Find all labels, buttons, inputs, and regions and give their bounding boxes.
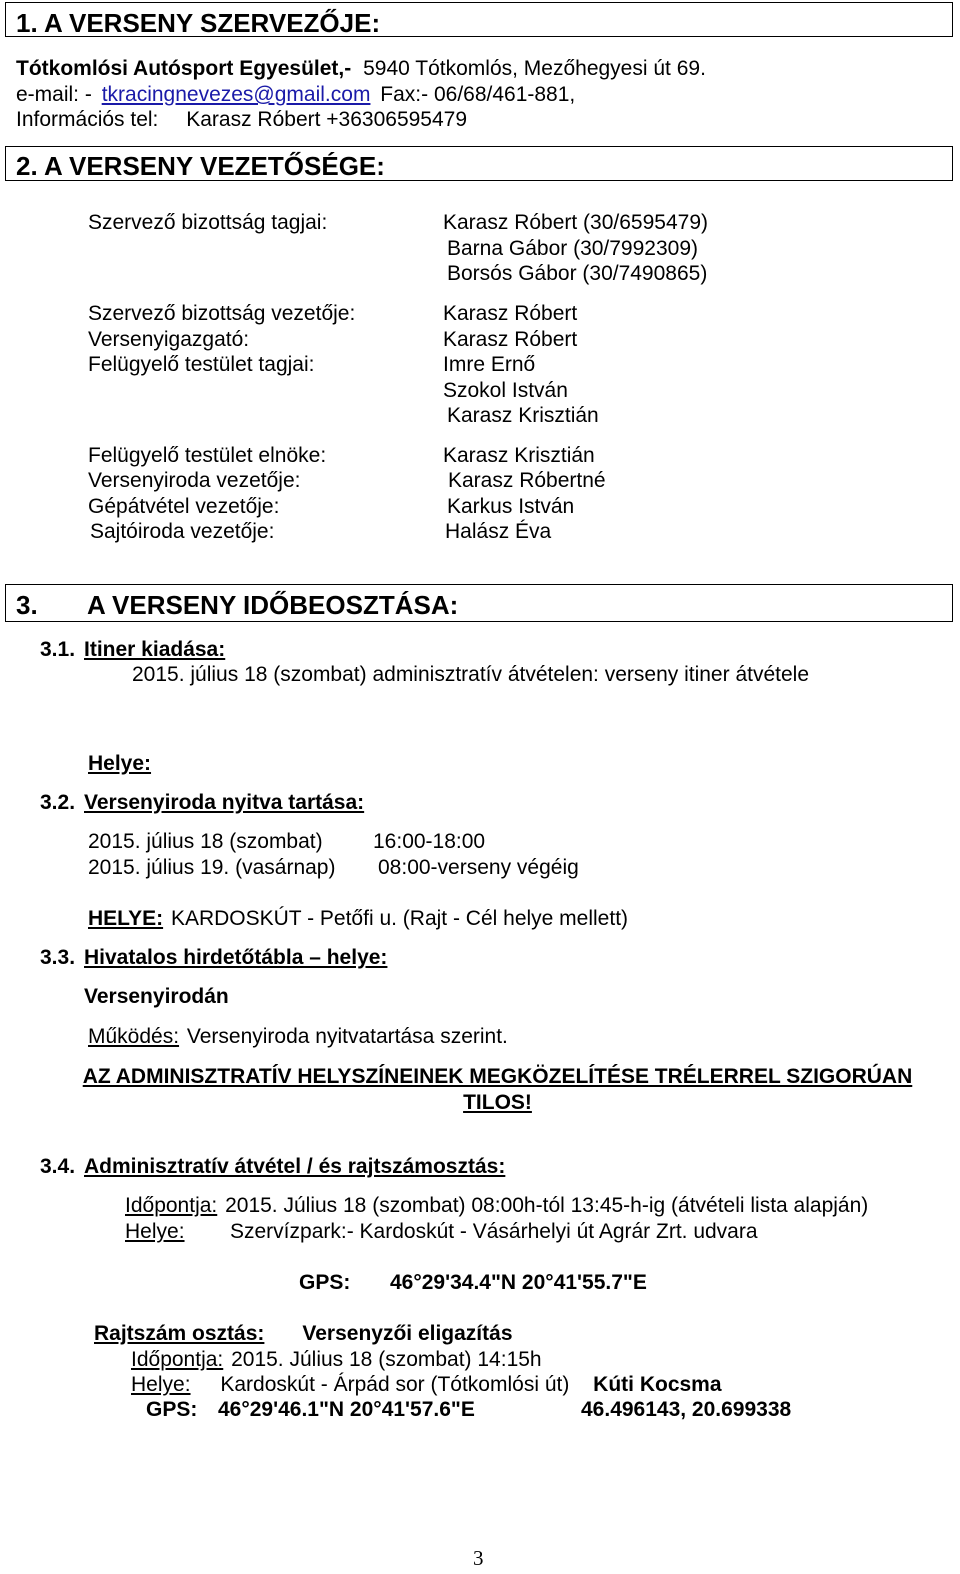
- briefing-time-value: 2015. Július 18 (szombat) 14:15h: [231, 1348, 542, 1371]
- briefing-title: Versenyzői eligazítás: [302, 1322, 513, 1345]
- management-label: Gépátvétel vezetője:: [88, 495, 280, 518]
- office-date-1: 2015. július 18 (szombat): [88, 830, 323, 853]
- management-label: Versenyigazgató:: [88, 328, 250, 351]
- management-value: Barna Gábor (30/7992309): [447, 237, 699, 260]
- management-value: Imre Ernő: [443, 353, 536, 376]
- email-label: e-mail: -: [16, 83, 92, 106]
- management-label: Versenyiroda vezetője:: [88, 469, 301, 492]
- section-3-number: 3.: [16, 590, 38, 620]
- management-label: Szervező bizottság vezetője:: [88, 302, 356, 325]
- admin-gps-label: GPS:: [299, 1271, 351, 1294]
- briefing-gps-decimal: 46.496143, 20.699338: [581, 1398, 792, 1421]
- management-value: Karkus István: [447, 495, 575, 518]
- section-1-title: 1. A VERSENY SZERVEZŐJE:: [16, 8, 381, 38]
- office-place-label: HELYE:: [88, 907, 164, 930]
- briefing-place-value: Kardoskút - Árpád sor (Tótkomlósi út): [220, 1373, 570, 1396]
- management-value: Karasz Róbert (30/6595479): [443, 211, 708, 234]
- info-line: [16, 109, 467, 130]
- sub-3-3-title: Hivatalos hirdetőtábla – helye:: [84, 946, 388, 969]
- management-label: Felügyelő testület tagjai:: [88, 353, 315, 376]
- admin-time-value: 2015. Július 18 (szombat) 08:00h-tól 13:45-h-ig (átvételi lista alapján): [225, 1194, 869, 1217]
- warning-line-2: TILOS!: [463, 1091, 532, 1114]
- management-value: Karasz Róbertné: [448, 469, 606, 492]
- briefing-gps-label: GPS:: [146, 1398, 198, 1421]
- management-value: Borsós Gábor (30/7490865): [447, 262, 708, 285]
- admin-place-label: Helye:: [125, 1220, 185, 1243]
- office-date-2: 2015. július 19. (vasárnap): [88, 856, 336, 879]
- info-label: Információs tel:: [16, 108, 159, 131]
- sub-3-4-number: 3.4.: [40, 1155, 76, 1178]
- management-value: Karasz Róbert: [443, 302, 578, 325]
- management-value: Szokol István: [443, 379, 568, 402]
- briefing-place-name: Kúti Kocsma: [593, 1373, 722, 1396]
- organizer-line: [16, 58, 706, 79]
- office-place-value: KARDOSKÚT - Petőfi u. (Rajt - Cél helye mellett): [170, 907, 629, 930]
- office-time-2: 08:00-verseny végéig: [378, 856, 579, 879]
- sub-3-1-title: Itiner kiadása:: [84, 638, 226, 661]
- operation-value: Versenyiroda nyitvatartása szerint.: [186, 1025, 508, 1048]
- info-value: Karasz Róbert +36306595479: [186, 108, 468, 131]
- office-place-line: [88, 908, 628, 929]
- briefing-place-label: Helye:: [131, 1373, 191, 1396]
- briefing-time-label: Időpontja:: [131, 1348, 224, 1371]
- sub-3-2-number: 3.2.: [40, 791, 76, 814]
- management-value: Karasz Krisztián: [447, 404, 599, 427]
- sub-3-3-number: 3.3.: [40, 946, 76, 969]
- organizer-address: 5940 Tótkomlós, Mezőhegyesi út 69.: [363, 57, 706, 80]
- management-label: Felügyelő testület elnöke:: [88, 444, 327, 467]
- briefing-heading: [88, 1323, 513, 1344]
- management-value: Karasz Krisztián: [443, 444, 595, 467]
- sub-3-1-place-label: Helye:: [88, 752, 152, 775]
- admin-time-label: Időpontja:: [125, 1194, 218, 1217]
- office-time-1: 16:00-18:00: [373, 830, 486, 853]
- email-link[interactable]: tkracingnevezes@gmail.com: [101, 83, 371, 106]
- section-2-title: 2. A VERSENY VEZETŐSÉGE:: [16, 151, 385, 181]
- briefing-gps-value: 46°29'46.1"N 20°41'57.6"E: [218, 1398, 475, 1421]
- management-label: Sajtóiroda vezetője:: [90, 520, 275, 543]
- sub-3-1-number: 3.1.: [40, 638, 76, 661]
- sub-3-2-title: Versenyiroda nyitva tartása:: [84, 791, 365, 814]
- management-label: Szervező bizottság tagjai:: [88, 211, 328, 234]
- start-number-label: Rajtszám osztás:: [94, 1322, 265, 1345]
- operation-label: Működés:: [88, 1025, 180, 1048]
- management-value: Karasz Róbert: [443, 328, 578, 351]
- noticeboard-place: Versenyirodán: [84, 985, 229, 1008]
- fax-text: Fax:- 06/68/461-881,: [380, 83, 576, 106]
- page-number: 3: [473, 1546, 484, 1570]
- noticeboard-operation-line: [88, 1026, 508, 1047]
- admin-time-line: [125, 1195, 868, 1216]
- management-value: Halász Éva: [445, 520, 552, 543]
- sub-3-1-text: 2015. július 18 (szombat) adminisztratív átvételen: verseny itiner átvétele: [132, 663, 809, 686]
- organizer-name: Tótkomlósi Autósport Egyesület,-: [16, 57, 352, 80]
- warning-line-1: AZ ADMINISZTRATÍV HELYSZÍNEINEK MEGKÖZELÍTÉSE TRÉLERREL SZIGORÚAN: [82, 1065, 913, 1088]
- briefing-time-line: [131, 1349, 542, 1370]
- sub-3-4-title: Adminisztratív átvétel / és rajtszámosztás:: [84, 1155, 506, 1178]
- admin-gps-value: 46°29'34.4"N 20°41'55.7"E: [390, 1271, 647, 1294]
- briefing-place-line: [131, 1374, 722, 1395]
- admin-place-value: Szervízpark:- Kardoskút - Vásárhelyi út Agrár Zrt. udvara: [230, 1220, 758, 1243]
- contact-line: [16, 84, 575, 105]
- section-3-title: A VERSENY IDŐBEOSZTÁSA:: [87, 590, 459, 620]
